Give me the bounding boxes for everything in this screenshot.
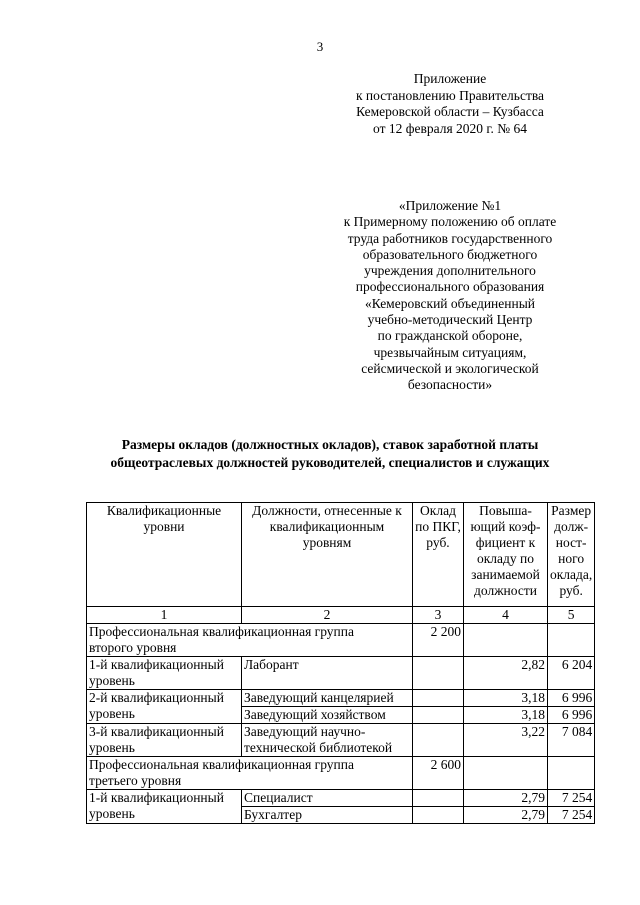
group-salary: 2 600 (413, 757, 464, 790)
coefficient-cell: 3,22 (464, 724, 548, 757)
coefficient-cell: 2,82 (464, 657, 548, 690)
appendix1-line: чрезвычайным ситуациям, (373, 344, 527, 360)
group-row (87, 757, 595, 790)
title-line-2: общеотраслевых должностей руководителей, специалистов и служащих (110, 454, 550, 470)
col-number: 4 (464, 607, 548, 624)
level-cell: 1-й квалификационный уровень (87, 657, 242, 690)
page-number: 3 (316, 39, 324, 54)
appendix1-line: труда работников государственного (347, 230, 553, 246)
group-label: Профессиональная квалификационная группа третьего уровня (87, 757, 413, 790)
position-cell: Бухгалтер (242, 807, 413, 824)
col-number: 2 (242, 607, 413, 624)
appendix-line: от 12 февраля 2020 г. № 64 (373, 120, 527, 136)
appendix1-line: профессионального образования (355, 279, 545, 295)
group-salary: 2 200 (413, 624, 464, 657)
coefficient-cell: 2,79 (464, 807, 548, 824)
amount-cell: 7 084 (548, 724, 595, 757)
position-cell: Заведующий канцелярией (242, 690, 413, 707)
table-row (87, 724, 595, 757)
header-salary: Оклад по ПКГ, руб. (413, 503, 464, 607)
amount-cell: 7 254 (548, 790, 595, 807)
appendix1-line: учреждения дополнительного (364, 263, 536, 279)
appendix1-line: к Примерному положению об оплате (343, 214, 557, 230)
col-number: 5 (548, 607, 595, 624)
appendix-line: Кемеровской области – Кузбасса (356, 104, 544, 119)
appendix1-line: сейсмической и экологической (361, 360, 539, 376)
appendix-header (320, 71, 580, 137)
group-row (87, 624, 595, 657)
level-cell: 2-й квалификационный уровень (87, 690, 242, 724)
salary-table (86, 502, 595, 824)
table-row (87, 690, 595, 707)
amount-cell: 6 204 (548, 657, 595, 690)
group-label: Профессиональная квалификационная группа второго уровня (87, 624, 413, 657)
level-cell: 3-й квалификационный уровень (87, 724, 242, 757)
header-qualification-levels: Квалификационные уровни (87, 503, 242, 607)
appendix1-line: безопасности» (407, 377, 493, 393)
table-row (87, 657, 595, 690)
appendix1-line: по гражданской обороне, (377, 328, 523, 344)
col-number: 3 (413, 607, 464, 624)
position-cell: Лаборант (242, 657, 413, 690)
amount-cell: 6 996 (548, 707, 595, 724)
appendix-line: к постановлению Правительства (355, 87, 545, 103)
coefficient-cell: 3,18 (464, 690, 548, 707)
column-number-row (87, 607, 595, 624)
amount-cell: 7 254 (548, 807, 595, 824)
coefficient-cell: 3,18 (464, 707, 548, 724)
header-coefficient: Повыша- ющий коэф- фициент к окладу по занимаемой должности (464, 503, 548, 607)
position-cell: Заведующий хозяйством (242, 707, 413, 724)
appendix1-header (310, 198, 590, 394)
amount-cell: 6 996 (548, 690, 595, 707)
header-positions: Должности, отнесенные к квалификационным уровням (242, 503, 413, 607)
title-line-1: Размеры окладов (должностных окладов), ставок заработной платы (121, 437, 539, 452)
table-row (87, 790, 595, 807)
position-cell: Специалист (242, 790, 413, 807)
appendix1-line: «Приложение №1 (398, 198, 502, 213)
appendix1-line: «Кемеровский объединенный (364, 295, 536, 311)
appendix1-line: образовательного бюджетного (362, 246, 538, 262)
header-amount: Размер долж- ност- ного оклада, руб. (548, 503, 595, 607)
document-title (60, 436, 600, 471)
header-row (87, 503, 595, 607)
coefficient-cell: 2,79 (464, 790, 548, 807)
appendix1-line: учебно-методический Центр (367, 312, 533, 328)
col-number: 1 (87, 607, 242, 624)
position-cell: Заведующий научно- технической библиотекой (242, 724, 413, 757)
level-cell: 1-й квалификационный уровень (87, 790, 242, 824)
appendix-line: Приложение (413, 71, 487, 86)
